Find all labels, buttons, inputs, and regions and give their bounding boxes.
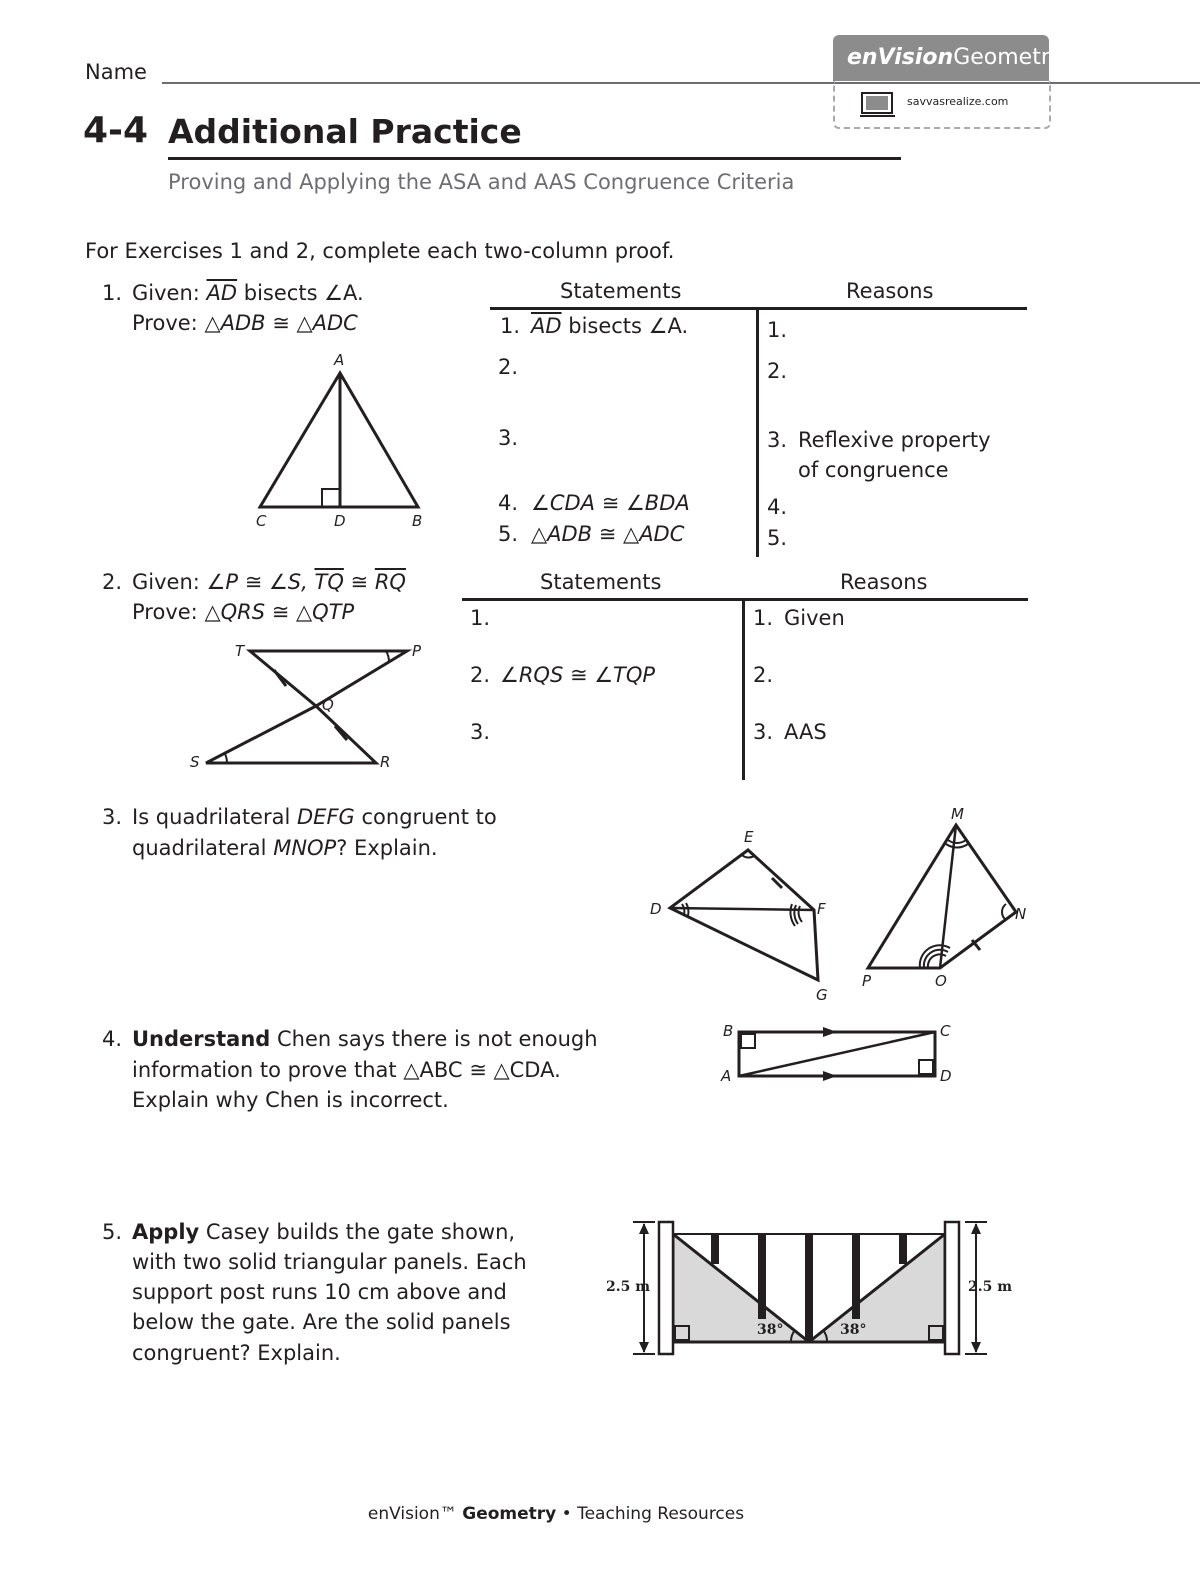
ex1-reason-3-text: Reflexive property: [798, 428, 991, 452]
ex4-line2: information to prove that △ABC ≅ △CDA.: [132, 1058, 561, 1082]
ex1-given-segment: $\overline{AD}$: [206, 281, 238, 305]
ex3-label-o: O: [935, 972, 947, 990]
ex2-reason-2[interactable]: [753, 660, 784, 690]
ex1-prove: [132, 308, 358, 338]
ex1-statement-3-num: 3.: [498, 426, 519, 450]
instructions: For Exercises 1 and 2, complete each two-column proof.: [85, 239, 675, 263]
ex4-keyword: Understand: [132, 1027, 271, 1051]
footer-rest: Teaching Resources: [577, 1504, 745, 1524]
ex3-label-e: E: [744, 828, 754, 846]
ex2-statement-2-num: 2.: [470, 663, 491, 687]
ex1-statement-2[interactable]: [498, 352, 531, 382]
ex1-reason-4[interactable]: [767, 492, 798, 522]
ex1-label-c: C: [256, 512, 267, 530]
ex5-angle-left: 38°: [757, 1322, 784, 1338]
ex1-statement-5-text: △ADB ≅ △ADC: [531, 522, 685, 546]
site-box: [833, 81, 1051, 129]
title-rule: [168, 157, 901, 160]
ex3-label-g: G: [816, 986, 828, 1004]
ex4-number: 4.: [102, 1027, 123, 1051]
ex2-statement-2-text: ∠RQS ≅ ∠TQP: [500, 663, 656, 687]
ex1-statement-1[interactable]: [500, 311, 688, 341]
ex1-prove-label: Prove:: [132, 311, 198, 335]
ex2-label-q: Q: [322, 696, 334, 714]
footer-brand: enVision™: [367, 1504, 457, 1524]
ex1-reason-4-num: 4.: [767, 495, 788, 519]
brand-badge: [833, 35, 1063, 81]
ex4-label-d: D: [940, 1067, 952, 1085]
ex2-prove-text: △QRS ≅ △QTP: [204, 600, 355, 624]
ex1-statements-header: Statements: [560, 279, 682, 303]
ex2-statement-1[interactable]: [470, 603, 500, 633]
ex2-statement-2[interactable]: [470, 660, 655, 690]
ex1-statement-1-seg: $\overline{AD}$: [531, 314, 562, 338]
ex3-line2-b: MNOP: [273, 836, 337, 860]
ex2-table-hrule: [462, 598, 1028, 601]
ex1-label-a: A: [334, 351, 345, 369]
ex5-keyword: Apply: [132, 1220, 200, 1244]
ex2-statement-1-num: 1.: [470, 606, 491, 630]
ex1-statement-4-num: 4.: [498, 491, 519, 515]
ex2-reason-2-num: 2.: [753, 663, 774, 687]
ex1-statement-5-num: 5.: [498, 522, 519, 546]
ex4-rectangle-figure: [730, 1022, 960, 1092]
ex2-given-seg1: $\overline{TQ}$: [314, 570, 344, 594]
ex3-line2: [132, 833, 438, 863]
ex2-given: [102, 567, 406, 597]
ex4-line1: [102, 1024, 598, 1054]
ex1-number: 1.: [102, 281, 123, 305]
ex3-label-d: D: [650, 900, 662, 918]
ex1-statement-1-text: bisects ∠A.: [568, 314, 689, 338]
ex1-given: [102, 278, 364, 308]
ex2-given-label: Given:: [132, 570, 200, 594]
ex1-reason-1-num: 1.: [767, 318, 788, 342]
ex2-statement-3[interactable]: [470, 717, 500, 747]
ex1-reason-3-line2: of congruence: [798, 458, 949, 482]
ex1-reason-5-num: 5.: [767, 526, 788, 550]
ex2-given-angles: ∠P ≅ ∠S,: [206, 570, 308, 594]
ex1-reason-2[interactable]: [767, 356, 798, 386]
ex1-given-label: Given:: [132, 281, 200, 305]
page-subtitle: Proving and Applying the ASA and AAS Congruence Criteria: [168, 170, 795, 194]
ex1-reason-1[interactable]: [767, 315, 798, 345]
ex2-reason-1[interactable]: [753, 603, 845, 633]
ex3-line1-c: congruent to: [361, 805, 497, 829]
ex1-given-rest: bisects ∠A.: [243, 281, 364, 305]
ex3-quadrilaterals-figure: [650, 800, 1050, 1000]
ex2-number: 2.: [102, 570, 123, 594]
ex1-reason-5[interactable]: [767, 523, 798, 553]
ex5-line2: with two solid triangular panels. Each: [132, 1250, 527, 1274]
ex5-angle-right: 38°: [840, 1322, 867, 1338]
ex2-reason-3-text: AAS: [784, 720, 827, 744]
ex5-line1: [102, 1217, 515, 1247]
ex5-number: 5.: [102, 1220, 123, 1244]
ex1-statement-4-text: ∠CDA ≅ ∠BDA: [531, 491, 690, 515]
ex1-reason-2-num: 2.: [767, 359, 788, 383]
ex1-statement-3[interactable]: [498, 423, 531, 453]
ex4-line3: Explain why Chen is incorrect.: [132, 1088, 449, 1112]
ex2-reasons-header: Reasons: [840, 570, 928, 594]
ex2-prove: [132, 597, 354, 627]
ex4-label-a: A: [721, 1067, 732, 1085]
ex1-statement-2-num: 2.: [498, 355, 519, 379]
page-title: Additional Practice: [168, 112, 522, 151]
ex3-line2-a: quadrilateral: [132, 836, 267, 860]
name-label: Name: [85, 60, 147, 84]
ex1-statement-5[interactable]: [498, 519, 684, 549]
lesson-number: 4-4: [83, 110, 149, 151]
ex2-bowtie-figure: [190, 640, 430, 780]
ex1-reason-3-num: 3.: [767, 428, 788, 452]
ex2-label-t: T: [235, 642, 245, 660]
ex5-gate-figure: [625, 1210, 1005, 1370]
ex2-statements-header: Statements: [540, 570, 662, 594]
brand-product: Geometry: [953, 45, 1063, 70]
ex1-label-d: D: [334, 512, 346, 530]
ex2-reason-1-text: Given: [784, 606, 845, 630]
ex3-line1: [102, 802, 497, 832]
ex2-given-cong: ≅: [350, 570, 369, 594]
ex2-label-p: P: [412, 642, 422, 660]
ex1-triangle-figure: [240, 350, 440, 530]
ex5-line5: congruent? Explain.: [132, 1341, 341, 1365]
ex3-label-n: N: [1015, 905, 1027, 923]
ex3-label-m: M: [951, 805, 964, 823]
ex1-table-vrule: [756, 309, 759, 557]
footer-product: Geometry: [462, 1504, 557, 1524]
ex1-label-b: B: [412, 512, 423, 530]
computer-icon: [860, 91, 896, 119]
ex4-line1-text: Chen says there is not enough: [277, 1027, 598, 1051]
ex2-reason-1-num: 1.: [753, 606, 774, 630]
ex1-reasons-header: Reasons: [846, 279, 934, 303]
ex1-prove-text: △ADB ≅ △ADC: [204, 311, 358, 335]
ex3-line1-b: DEFG: [297, 805, 355, 829]
ex5-dim-right: 2.5 m: [968, 1279, 1013, 1295]
ex3-line2-c: ? Explain.: [336, 836, 438, 860]
ex2-prove-label: Prove:: [132, 600, 198, 624]
site-url[interactable]: savvasrealize.com: [907, 95, 1009, 108]
ex2-given-seg2: $\overline{RQ}$: [374, 570, 406, 594]
ex1-statement-4[interactable]: [498, 488, 690, 518]
footer: [0, 1504, 1112, 1524]
ex2-reason-3[interactable]: [753, 717, 827, 747]
ex3-label-f: F: [817, 900, 826, 918]
ex4-label-c: C: [940, 1022, 951, 1040]
ex5-dim-left: 2.5 m: [606, 1279, 651, 1295]
footer-bullet: •: [561, 1504, 572, 1524]
ex2-statement-3-num: 3.: [470, 720, 491, 744]
brand-envision: enVision: [847, 45, 954, 70]
ex2-label-s: S: [190, 753, 200, 771]
ex2-table-vrule: [742, 600, 745, 780]
ex4-label-b: B: [723, 1022, 734, 1040]
ex1-statement-1-num: 1.: [500, 314, 521, 338]
ex3-number: 3.: [102, 805, 123, 829]
ex5-line1-text: Casey builds the gate shown,: [205, 1220, 516, 1244]
ex2-label-r: R: [380, 753, 391, 771]
ex5-line4: below the gate. Are the solid panels: [132, 1310, 511, 1334]
ex2-reason-3-num: 3.: [753, 720, 774, 744]
ex3-line1-a: Is quadrilateral: [132, 805, 291, 829]
ex5-line3: support post runs 10 cm above and: [132, 1280, 507, 1304]
ex1-reason-3[interactable]: [767, 425, 991, 455]
ex3-label-p: P: [862, 972, 872, 990]
